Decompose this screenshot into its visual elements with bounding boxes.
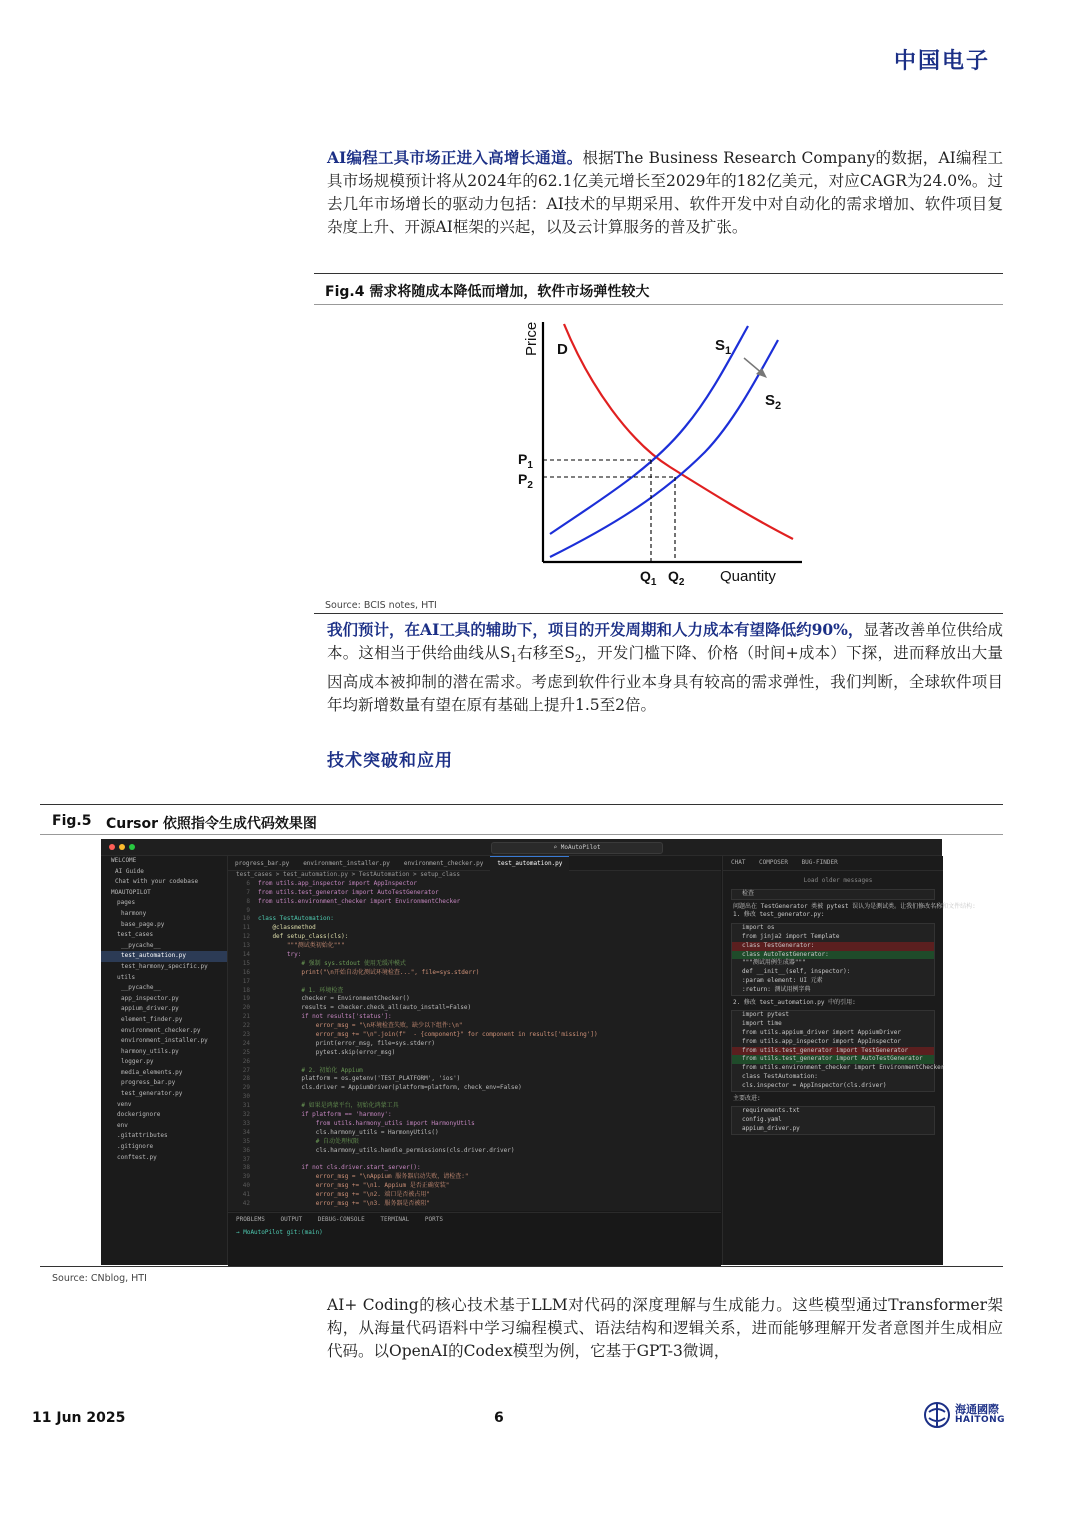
terminal-tabs[interactable]: PROBLEMS OUTPUT DEBUG-CONSOLE TERMINAL PORTS <box>236 1216 443 1223</box>
sidebar-item[interactable]: environment_installer.py <box>121 1037 208 1045</box>
sidebar-item[interactable]: env <box>117 1121 128 1129</box>
editor-tabs <box>228 856 721 871</box>
tech-paragraph <box>327 1294 1003 1363</box>
sidebar-item[interactable]: MOAUTOPILOT <box>111 888 151 896</box>
sidebar-item[interactable]: test_generator.py <box>121 1090 183 1098</box>
code-line: 9 <box>246 906 250 914</box>
editor-titlebar <box>101 839 942 856</box>
fig4-source: Source: BCIS notes, HTI <box>325 600 437 611</box>
composer-panel <box>722 856 976 1265</box>
tab-environment-checker[interactable]: environment_checker.py <box>403 860 484 867</box>
tab-progress-bar[interactable]: progress_bar.py <box>235 860 290 867</box>
sidebar-item[interactable]: base_page.py <box>121 920 165 928</box>
terminal-prompt: → MoAutoPilot git:(main) <box>236 1229 323 1236</box>
code-line: 18 # 1. 环境检查 <box>242 986 344 994</box>
tab-environment-installer[interactable]: environment_installer.py <box>303 860 390 867</box>
code-editor[interactable] <box>228 871 721 1211</box>
forecast-highlight: 我们预计，在AI工具的辅助下，项目的开发周期和人力成本有望降低约90%， <box>327 620 864 639</box>
sidebar-item[interactable]: app_inspector.py <box>121 994 179 1002</box>
code-line: 19 checker = EnvironmentChecker() <box>242 995 410 1003</box>
code-line: 21 if not results['status']: <box>242 1013 392 1021</box>
chat-tabs[interactable]: CHAT COMPOSER BUG-FINDER <box>723 856 943 871</box>
sidebar-item[interactable]: .gitignore <box>117 1143 154 1151</box>
code-line: 24 print(error_msg, file=sys.stderr) <box>242 1039 436 1047</box>
forecast-paragraph: 我们预计，在AI工具的辅助下，项目的开发周期和人力成本有望降低约90%，显著改善单位供给成本。这相当于供给曲线从$S_1$右移至$S_2$，开发门槛下降、价格（时间+成本）下探，进而释放出大量因高成本被抑制的潜在需求。考虑到软件行业本身具有较高的需求弹性，我们判断，全球软件项目年均新增数量有望在原有基础上提升1.5至2倍。 <box>327 620 1003 715</box>
logo-english: HAITONG <box>955 1415 1006 1425</box>
s1-label: $S_1$ <box>715 337 732 357</box>
sidebar-item[interactable]: environment_checker.py <box>121 1026 201 1034</box>
sidebar-item[interactable]: WELCOME <box>111 857 137 864</box>
close-dot <box>109 844 115 850</box>
sidebar-item[interactable]: AI Guide <box>115 867 144 875</box>
breadcrumb: test_cases > test_automation.py > TestAutomation > setup_class <box>236 871 460 878</box>
sidebar-item[interactable]: element_finder.py <box>121 1015 183 1023</box>
haitong-logo-icon <box>924 1402 950 1428</box>
sidebar-item[interactable]: venv <box>117 1100 132 1108</box>
sidebar-item[interactable]: utils <box>117 973 136 981</box>
q1-label: $Q_1$ <box>640 568 657 588</box>
demand-label: D <box>557 341 568 358</box>
sidebar-item[interactable]: test_harmony_specific.py <box>121 962 208 970</box>
sidebar-item[interactable]: conftest.py <box>117 1153 157 1161</box>
code-line: 27 # 2. 初始化 Appium <box>242 1066 363 1074</box>
code-line: 23 error_msg += "\n".join(f" - {component}" for component in results['missing']) <box>242 1031 598 1039</box>
sidebar-item[interactable]: test_automation.py <box>101 951 227 962</box>
x-axis-label: Quantity <box>720 568 776 585</box>
footer-date: 11 Jun 2025 <box>32 1410 126 1426</box>
y-axis-label: Price <box>523 321 540 356</box>
code-line: 17 <box>242 977 250 985</box>
p1-label: $P_1$ <box>518 451 533 471</box>
code-line: 12 def setup_class(cls): <box>242 933 349 941</box>
diff-block-1: import os from jinja2 import Template class TestGenerator: class AutoTestGenerator: """测试用例生成器""" def __init__(self, inspector): :param element: UI 元素 :return: 测试用例字典 <box>731 923 935 995</box>
sidebar-item[interactable]: media_elements.py <box>121 1068 183 1076</box>
fig5-label: Fig.5 <box>52 813 92 829</box>
code-line: 7 from utils.test_generator import AutoTestGenerator <box>246 888 439 896</box>
code-line: 36 cls.harmony_utils.handle_permissions(cls.driver.driver) <box>242 1146 515 1154</box>
minimize-dot <box>119 844 125 850</box>
code-line: 6 from utils.app_inspector import AppInspector <box>246 879 417 887</box>
code-line: 31 # 如果是鸿蒙平台，初始化鸿蒙工具 <box>242 1102 399 1110</box>
q2-label: $Q_2$ <box>668 568 685 588</box>
code-line: 29 cls.driver = AppiumDriver(platform=platform, check_env=False) <box>242 1084 522 1092</box>
tab-test-automation[interactable]: test_automation.py <box>490 856 569 871</box>
sidebar-item[interactable]: harmony <box>121 909 147 917</box>
code-line: 20 results = checker.check_all(auto_install=False) <box>242 1004 472 1012</box>
code-line: 8 from utils.environment_checker import EnvironmentChecker <box>246 897 461 905</box>
code-line: 33 from utils.harmony_utils import HarmonyUtils <box>242 1119 475 1127</box>
p2-label: $P_2$ <box>518 471 533 491</box>
code-line: 28 platform = os.getenv('TEST_PLATFORM', 'ios') <box>242 1075 461 1083</box>
fig5-source: Source: CNblog, HTI <box>52 1273 147 1284</box>
haitong-logo <box>924 1402 1005 1428</box>
page-number: 6 <box>494 1410 504 1426</box>
code-line: 38 if not cls.driver.start_server(): <box>242 1164 421 1172</box>
intro-text: 根据The Business Research Company的数据，AI编程工具市场规模预计将从2024年的62.1亿美元增长至2029年的182亿美元，对应CAGR为24.0%。过去几年市场增长的驱动力包括：AI技术的早期采用、软件开发中对自动化的需求增加、软件项目复杂度上升、开源AI框架的兴起，以及云计算服务的普及扩张。 <box>327 149 1003 236</box>
explorer-sidebar <box>101 856 228 1265</box>
user-message: 检查 <box>731 889 935 900</box>
code-line: 26 <box>242 1057 250 1065</box>
terminal-panel[interactable] <box>228 1212 721 1266</box>
code-line: 14 try: <box>242 951 302 959</box>
sidebar-item[interactable]: progress_bar.py <box>121 1079 176 1087</box>
code-line: 37 <box>242 1155 250 1163</box>
header-brand: 中国电子 <box>893 48 990 74</box>
changed-files: requirements.txt config.yaml appium_driver.py <box>731 1106 935 1134</box>
code-line: 35 # 自动处理权限 <box>242 1137 360 1145</box>
logo-chinese: 海通國際 <box>955 1403 999 1416</box>
code-line: 25 pytest.skip(error_msg) <box>242 1048 396 1056</box>
fig5-title-rule <box>40 834 1003 835</box>
intro-paragraph <box>327 146 1003 239</box>
assistant-message: 问题出在 TestGenerator 类被 pytest 误认为是测试类。让我们修改名称和文件结构: <box>733 902 976 910</box>
code-line: 41 error_msg += "\n2. 端口是否被占用" <box>242 1191 431 1199</box>
code-line: 13 """测试类初始化""" <box>242 942 345 950</box>
supply-demand-chart <box>510 312 810 590</box>
fig4-title: Fig.4 需求将随成本降低而增加，软件市场弹性较大 <box>325 284 650 300</box>
sidebar-item[interactable]: appium_driver.py <box>121 1005 179 1013</box>
code-line: 22 error_msg = "\n环境检查失败，缺少以下组件:\n" <box>242 1022 463 1030</box>
sidebar-item[interactable]: Chat with your codebase <box>115 878 199 886</box>
code-line: 42 error_msg += "\n3. 服务器是否被阻" <box>242 1199 431 1207</box>
sidebar-item[interactable]: harmony_utils.py <box>121 1047 179 1055</box>
step-label: 2. 修改 test_automation.py 中的引用: <box>733 998 856 1006</box>
fig4-top-rule <box>314 273 1003 274</box>
summary-label: 主要改进: <box>733 1094 761 1102</box>
diff-block-2: import pytest import time from utils.appium_driver import AppiumDriver from utils.app_inspector import AppInspector from utils.test_generator import TestGenerator from utils.test_generator import AutoTestGenerator from utils.environment_checker import EnvironmentChecker class TestAutomation: cls.inspector = AppInspector(cls.driver) <box>731 1010 935 1091</box>
section-heading: 技术突破和应用 <box>327 751 453 771</box>
code-line: 32 if platform == 'harmony': <box>242 1111 392 1119</box>
s2-label: $S_2$ <box>765 392 782 412</box>
code-line: 16 print("\n开始自动化测试环境检查...", file=sys.stderr) <box>242 968 480 976</box>
code-line: 34 cls.harmony_utils = HarmonyUtils() <box>242 1128 439 1136</box>
fig5-bottom-rule <box>40 1266 1003 1267</box>
fig4-title-rule <box>314 304 1003 305</box>
sidebar-item[interactable]: test_cases <box>117 931 154 939</box>
maximize-dot <box>129 844 135 850</box>
code-line: 39 error_msg = "\nAppium 服务器启动失败，请检查:" <box>242 1173 469 1181</box>
intro-highlight: AI编程工具市场正进入高增长通道。 <box>327 148 583 167</box>
tech-text: AI+ Coding的核心技术基于LLM对代码的深度理解与生成能力。这些模型通过Transformer架构，从海量代码语料中学习编程模式、语法结构和逻辑关系，进而能够理解开发者意图并生成相应代码。以OpenAI的Codex模型为例，它基于GPT-3微调， <box>327 1296 1003 1360</box>
demand-curve <box>564 324 793 539</box>
code-line: 11 @classmethod <box>242 924 316 932</box>
code-line: 40 error_msg += "\n1. Appium 是否正确安装" <box>242 1182 450 1190</box>
sidebar-item[interactable]: dockerignore <box>117 1111 161 1119</box>
fig5-top-rule <box>40 804 1003 805</box>
sidebar-item[interactable]: pages <box>117 899 136 907</box>
code-line: 10 class TestAutomation: <box>242 915 334 923</box>
command-search[interactable]: ⌕ MoAutoPilot <box>491 842 663 854</box>
sidebar-item[interactable]: __pycache__ <box>121 941 161 949</box>
code-line: 30 <box>242 1093 250 1101</box>
fig4-bottom-rule <box>314 613 1003 614</box>
sidebar-item[interactable]: __pycache__ <box>121 984 161 992</box>
step-label: 1. 修改 test_generator.py: <box>733 911 825 919</box>
sidebar-item[interactable]: .gitattributes <box>117 1132 168 1140</box>
sidebar-item[interactable]: logger.py <box>121 1058 154 1066</box>
code-line: 15 # 强制 sys.stdout 使用无缓冲模式 <box>242 959 406 967</box>
load-older-button[interactable]: Load older messages <box>803 877 873 884</box>
cursor-editor-screenshot <box>101 839 976 1265</box>
fig5-title: Cursor 依照指令生成代码效果图 <box>106 816 317 832</box>
